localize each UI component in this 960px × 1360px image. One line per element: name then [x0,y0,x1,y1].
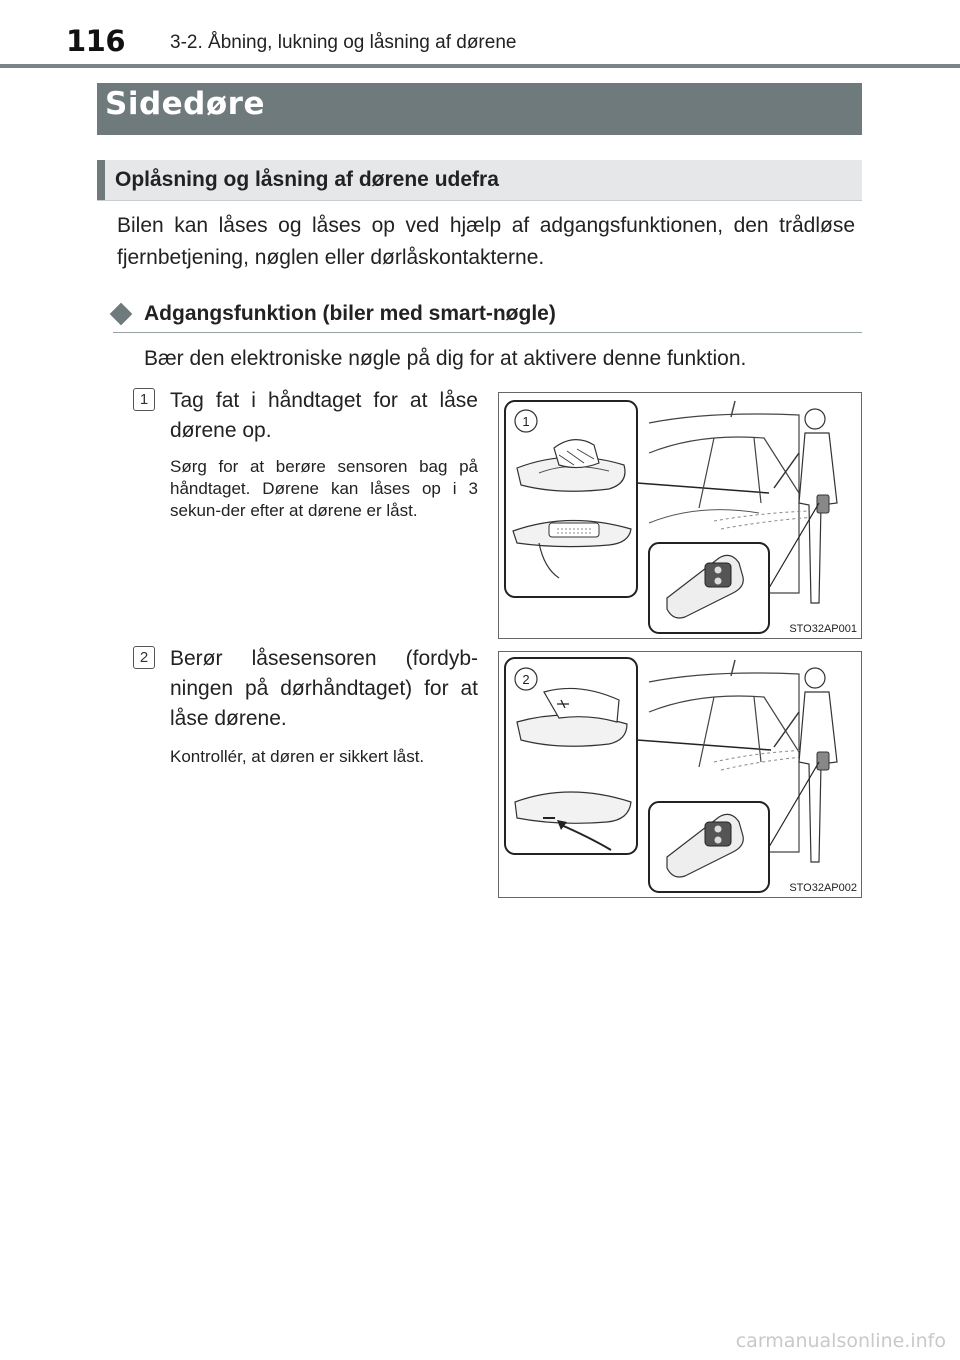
diamond-bullet-icon [110,303,133,326]
step-2-badge: 2 [133,646,155,669]
section-title: Sidedøre [105,86,265,122]
figure-2-label: 2 [522,672,530,687]
subsection-title: Oplåsning og låsning af dørene udefra [115,168,499,191]
step-2-text: Berør låsesensoren (fordyb-ningen på dørhåndtaget) for at låse dørene. [170,647,478,730]
header-rule [0,64,960,68]
step-2-note: Kontrollér, at døren er sikkert låst. [170,747,425,766]
step-1-note: Sørg for at berøre sensoren bag på håndtaget. Dørene kan låses op i 3 sekun-der efter at dørene er låst. [170,457,478,520]
topic-description: Bær den elektroniske nøgle på dig for at aktivere denne funktion. [144,347,747,370]
figure-1-label: 1 [522,414,530,429]
figure-2 [498,651,862,898]
figure-1 [498,392,862,639]
topic-title: Adgangsfunktion (biler med smart-nøgle) [144,302,556,325]
step-1-badge: 1 [133,388,155,411]
figure-1-illustration [499,393,861,638]
running-header: 3-2. Åbning, lukning og låsning af dørene [170,32,517,53]
step-1-text: Tag fat i håndtaget for at låse dørene op. [170,389,478,442]
page-number: 116 [66,24,126,58]
figure-1-code: STO32AP001 [789,623,857,635]
footer-watermark: carmanualsonline.info [735,1330,946,1352]
figure-2-illustration [499,652,861,897]
figure-2-code: STO32AP002 [789,882,857,894]
topic-rule [113,332,862,333]
subsection-banner-bar [97,160,105,200]
intro-paragraph: Bilen kan låses og låses op ved hjælp af adgangsfunktionen, den trådløse fjernbetjening, nøglen eller dørlåskontakterne. [117,214,855,269]
